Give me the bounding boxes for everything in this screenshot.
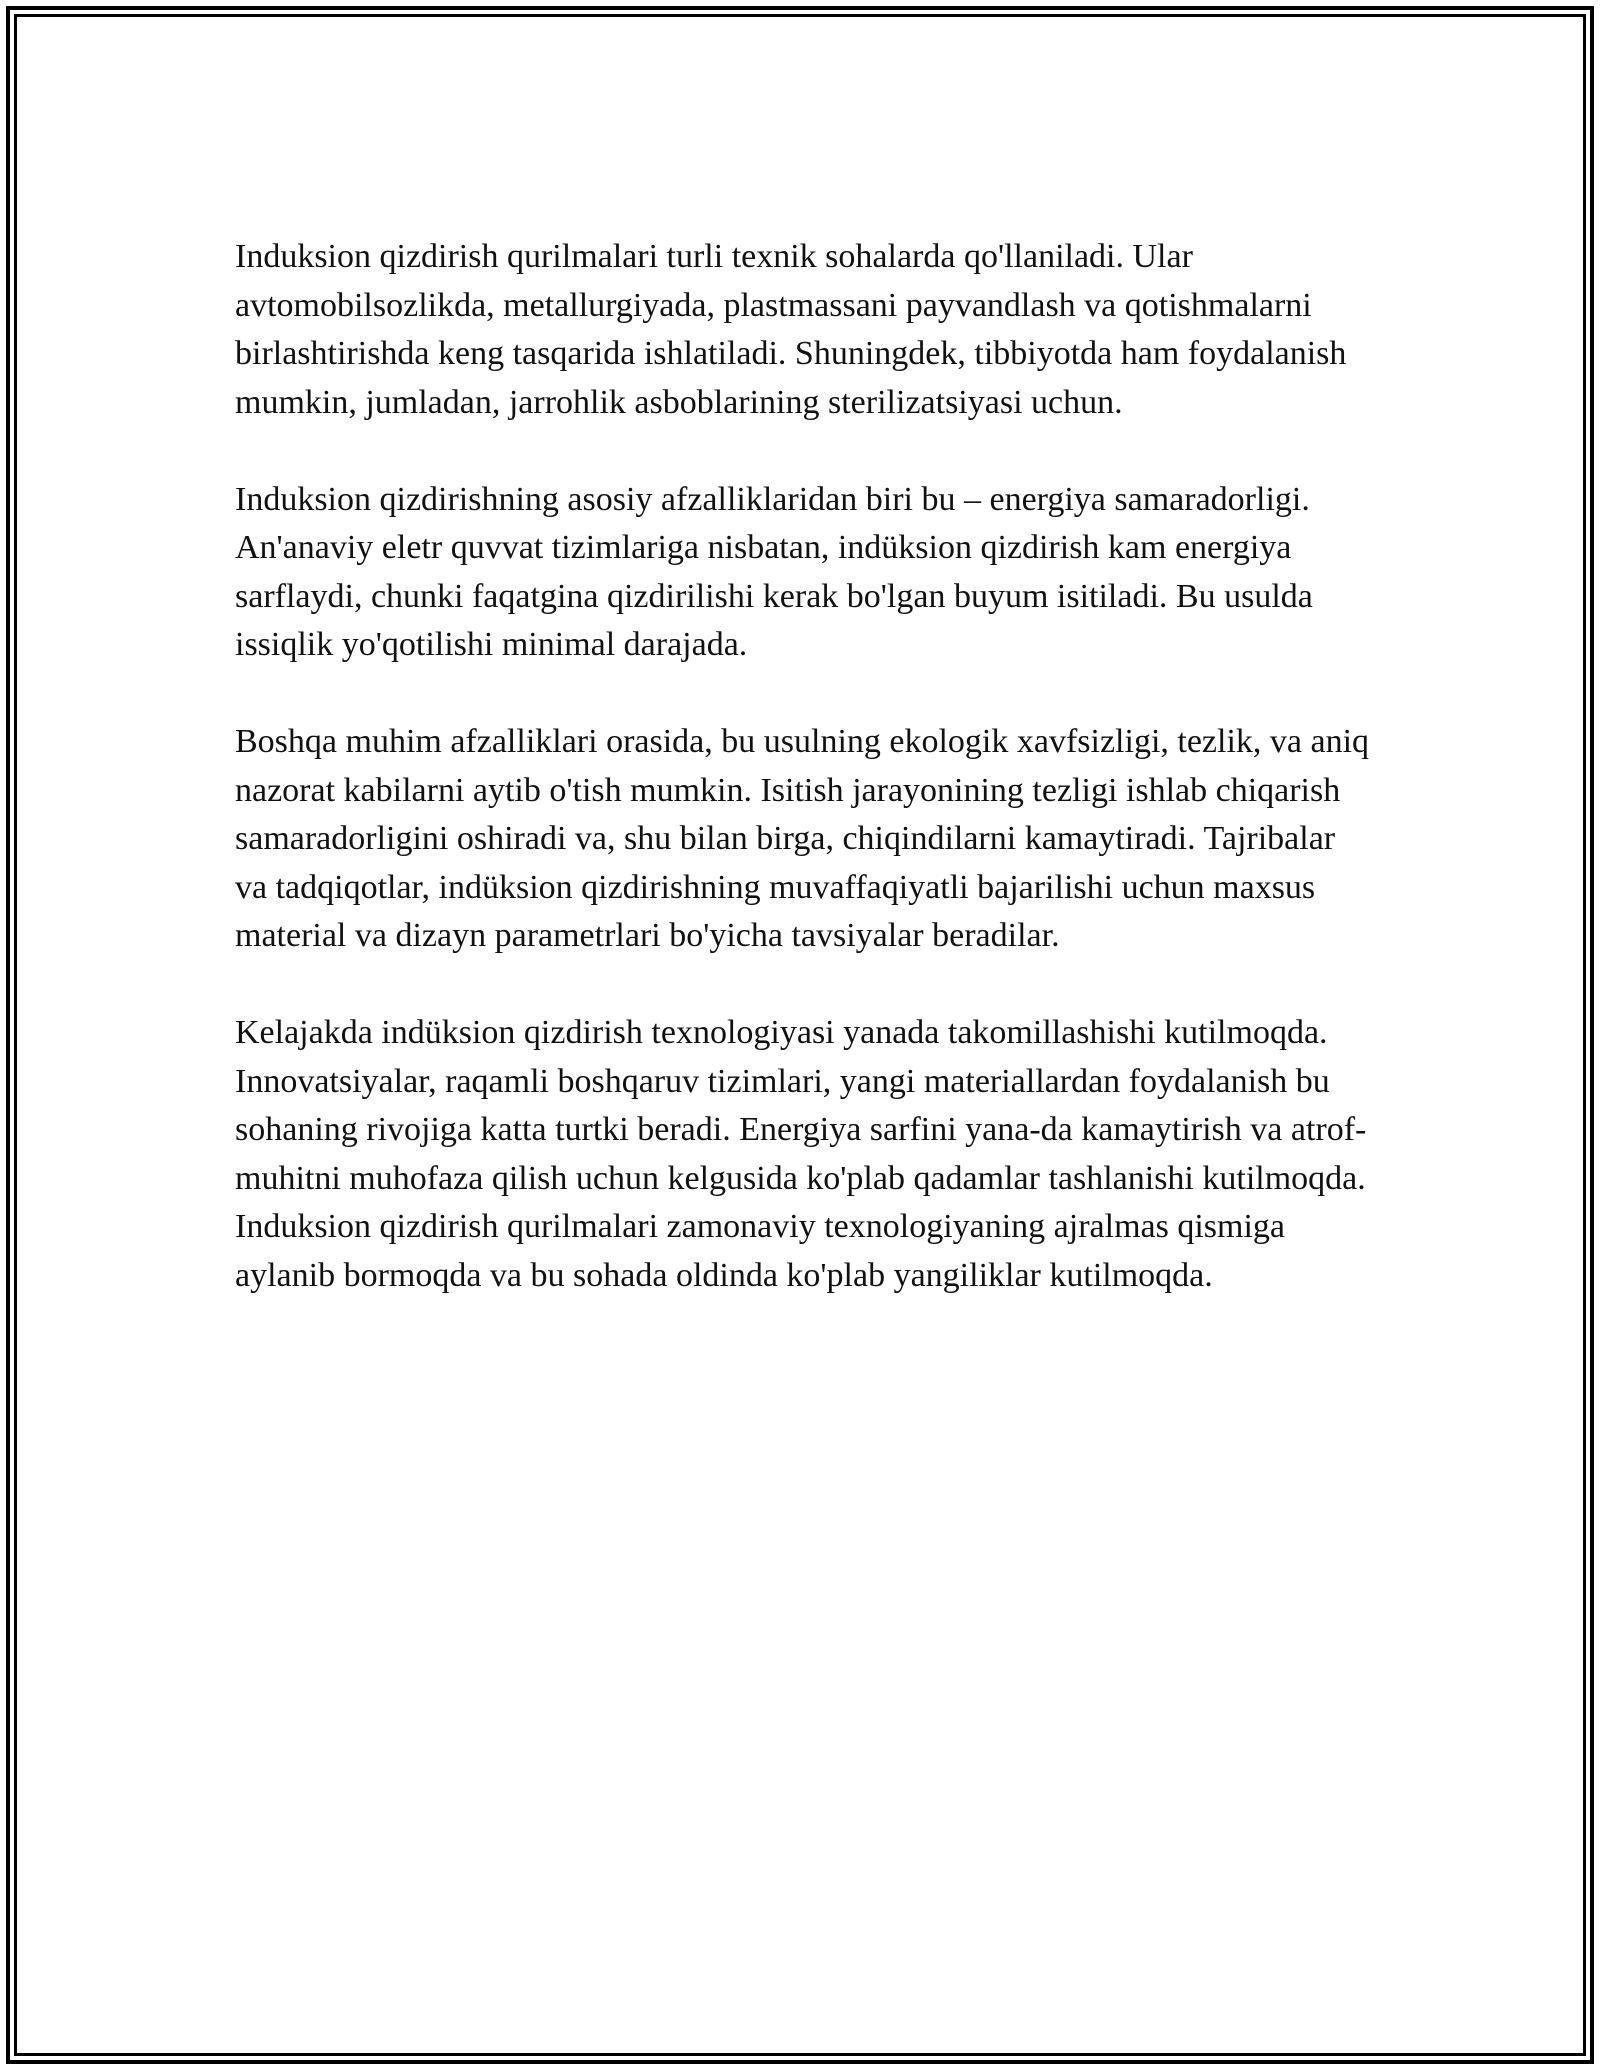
paragraph-2: Induksion qizdirishning asosiy afzalliklaridan biri bu – energiya samaradorligi. An'anaviy eletr quvvat tizimlariga nisbatan, indüksion qizdirish kam energiya sarflaydi, chunki faqatgina qizdirilishi kerak bo'lgan buyum isitiladi. Bu usulda issiqlik yo'qotilishi minimal darajada. xyxy=(235,480,1313,663)
paragraph-3: Boshqa muhim afzalliklari orasida, bu usulning ekologik xavfsizligi, tezlik, va aniq nazorat kabilarni aytib o'tish mumkin. Isitish jarayonining tezligi ishlab chiqarish samaradorligini oshiradi va, shu bilan birga, chiqindilarni kamaytiradi. Tajribalar va tadqiqotlar, indüksion qizdirishning muvaffaqiyatli bajarilishi uchun maxsus material va dizayn parametrlari bo'yicha tavsiyalar beradilar. xyxy=(235,723,1370,954)
paragraph-4: Kelajakda indüksion qizdirish texnologiyasi yanada takomillashishi kutilmoqda. Innovatsiyalar, raqamli boshqaruv tizimlari, yangi materiallardan foydalanish bu sohaning rivojiga katta turtki beradi. Energiya sarfini yana-da kamaytirish va atrof-muhitni muhofaza qilish uchun kelgusida ko'plab qadamlar tashlanishi kutilmoqda. Induksion qizdirish qurilmalari zamonaviy texnologiyaning ajralmas qismiga aylanib bormoqda va bu sohada oldinda ko'plab yangiliklar kutilmoqda. xyxy=(235,1014,1367,1294)
document-body xyxy=(235,233,1375,1349)
paragraph-1: Induksion qizdirish qurilmalari turli texnik sohalarda qo'llaniladi. Ular avtomobilsozlikda, metallurgiyada, plastmassani payvandlash va qotishmalarni birlashtirishda keng tasqarida ishlatiladi. Shuningdek, tibbiyotda ham foydalanish mumkin, jumladan, jarrohlik asboblarining sterilizatsiyasi uchun. xyxy=(235,238,1347,421)
